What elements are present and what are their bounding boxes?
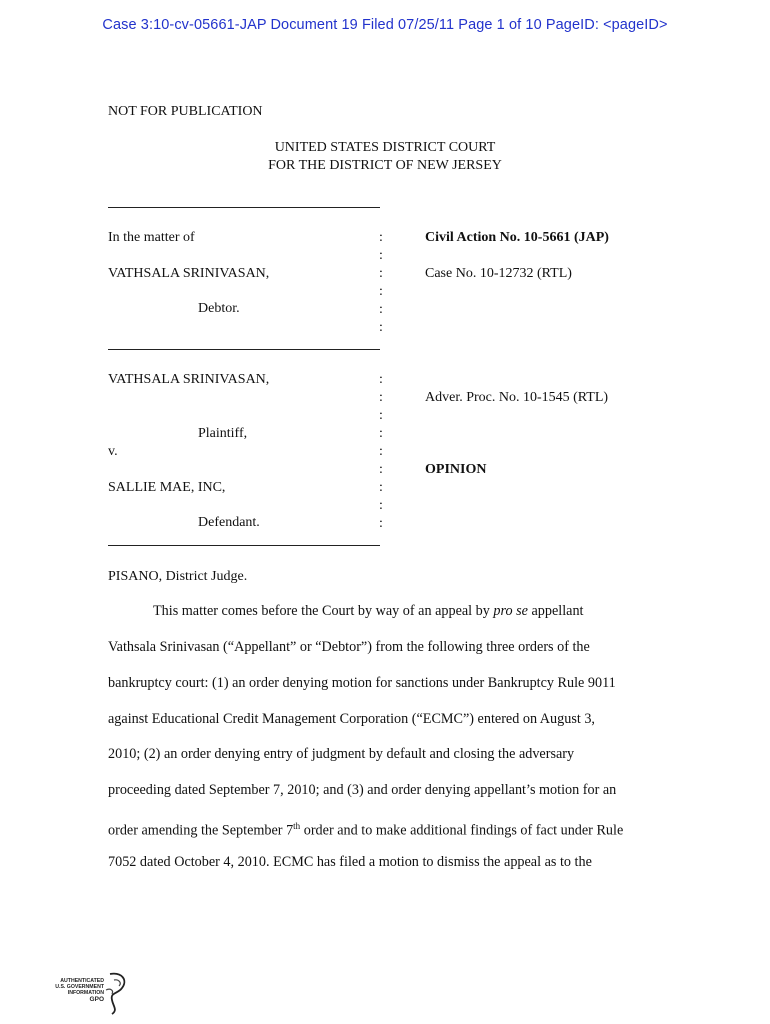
opinion-label: OPINION <box>425 462 487 477</box>
caption-colon: : <box>379 320 383 335</box>
ordinal-superscript: th <box>293 821 301 831</box>
caption-colon: : <box>379 284 383 299</box>
caption-colon: : <box>379 248 383 263</box>
in-matter-of: In the matter of <box>108 230 195 245</box>
body-line-6: proceeding dated September 7, 2010; and (3) and order denying appellant’s motion for an <box>108 782 617 798</box>
gpo-authentication-logo <box>44 970 130 1016</box>
body-text: order amending the September 7 <box>108 822 294 839</box>
caption-colon: : <box>379 408 383 423</box>
caption-colon: : <box>379 498 383 513</box>
court-district: FOR THE DISTRICT OF NEW JERSEY <box>268 158 502 173</box>
body-text: order and to make additional findings of fact under Rule <box>300 822 624 839</box>
caption-rule-middle <box>108 349 380 350</box>
debtor-name: VATHSALA SRINIVASAN, <box>108 266 270 281</box>
body-line-5: 2010; (2) an order denying entry of judgment by default and closing the adversary <box>108 746 575 762</box>
body-line-7 <box>108 818 623 840</box>
body-line-3: bankruptcy court: (1) an order denying motion for sanctions under Bankruptcy Rule 9011 <box>108 675 616 691</box>
document-header: Case 3:10-cv-05661-JAP Document 19 Filed 07/25/11 Page 1 of 10 PageID: <pageID> <box>102 17 668 33</box>
body-line-2: Vathsala Srinivasan (“Appellant” or “Debtor”) from the following three orders of the <box>108 639 590 655</box>
debtor-label: Debtor. <box>198 301 240 316</box>
caption-rule-top <box>108 207 380 208</box>
pro-se-emphasis: pro se <box>493 603 528 619</box>
caption-colon: : <box>379 390 383 405</box>
caption-colon: : <box>379 302 383 317</box>
caption-colon: : <box>379 462 383 477</box>
logo-text-government: U.S. GOVERNMENT <box>55 984 104 990</box>
logo-text-information: INFORMATION <box>67 990 104 996</box>
logo-text-authenticated: AUTHENTICATED <box>60 978 104 984</box>
civil-action-number: Civil Action No. 10-5661 (JAP) <box>425 230 609 245</box>
caption-colon: : <box>379 480 383 495</box>
body-line-4: against Educational Credit Management Corporation (“ECMC”) entered on August 3, <box>108 711 595 727</box>
judge-line: PISANO, District Judge. <box>108 569 248 584</box>
plaintiff-label: Plaintiff, <box>198 426 248 441</box>
versus: v. <box>108 444 118 459</box>
adversary-proceeding-number: Adver. Proc. No. 10-1545 (RTL) <box>425 390 609 405</box>
body-line-1 <box>153 603 584 620</box>
caption-colon: : <box>379 516 383 531</box>
caption-colon: : <box>379 426 383 441</box>
eagle-icon <box>100 970 130 1016</box>
publication-notice: NOT FOR PUBLICATION <box>108 104 263 119</box>
caption-colon: : <box>379 230 383 245</box>
body-text: This matter comes before the Court by way of an appeal by <box>153 603 494 619</box>
caption-colon: : <box>379 444 383 459</box>
caption-colon: : <box>379 372 383 387</box>
court-name: UNITED STATES DISTRICT COURT <box>274 140 496 155</box>
body-text: appellant <box>527 603 584 619</box>
defendant-label: Defendant. <box>198 515 260 530</box>
logo-text-gpo: GPO <box>89 996 104 1003</box>
body-line-8: 7052 dated October 4, 2010. ECMC has filed a motion to dismiss the appeal as to the <box>108 854 592 870</box>
caption-rule-bottom <box>108 545 380 546</box>
defendant-name: SALLIE MAE, INC, <box>108 480 226 495</box>
plaintiff-name: VATHSALA SRINIVASAN, <box>108 372 270 387</box>
caption-colon: : <box>379 266 383 281</box>
case-number: Case No. 10-12732 (RTL) <box>425 266 572 281</box>
